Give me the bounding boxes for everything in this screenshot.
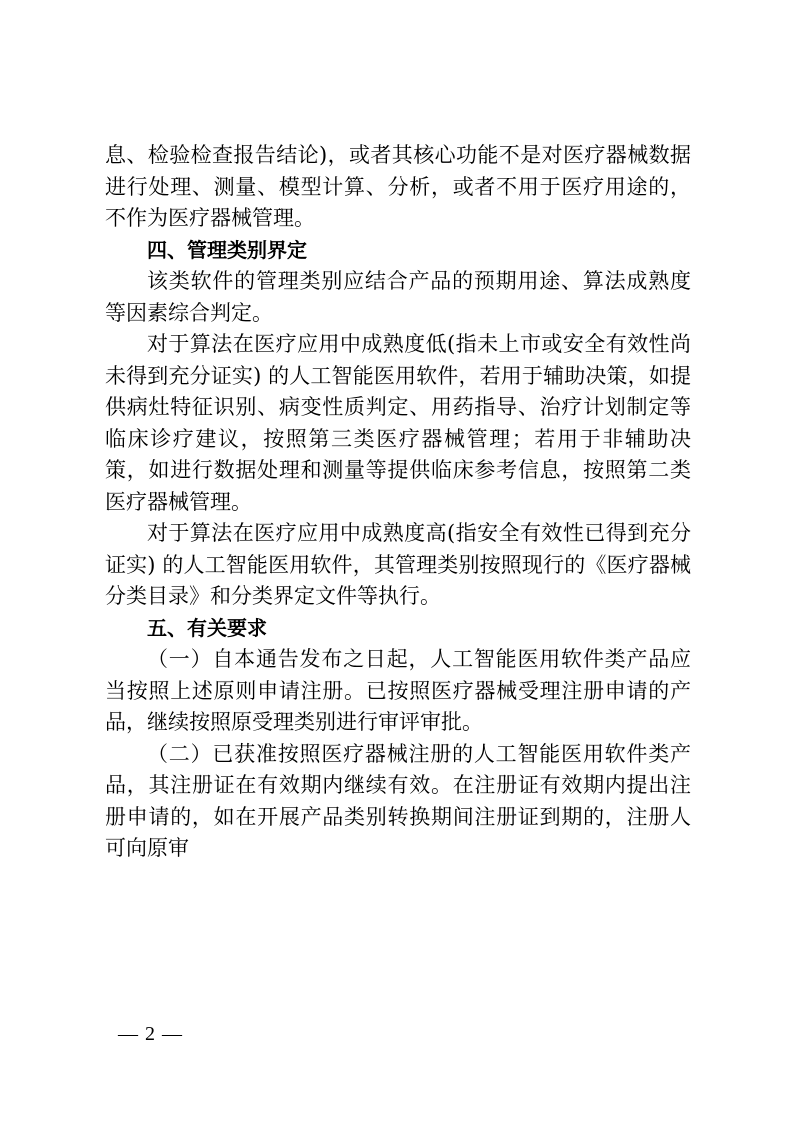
paragraph-high-maturity: 对于算法在医疗应用中成熟度高(指安全有效性已得到充分证实) 的人工智能医用软件，其管理类别按照现行的《医疗器械分类目录》和分类界定文件等执行。 [105,521,691,608]
paragraph-category-intro: 该类软件的管理类别应结合产品的预期用途、算法成熟度等因素综合判定。 [105,269,691,325]
section-heading-4: 四、管理类别界定 [147,237,307,262]
paragraph-continued: 息、检验检查报告结论)，或者其核心功能不是对医疗器械数据进行处理、测量、模型计算、分析，或者不用于医疗用途的，不作为医疗器械管理。 [105,143,691,230]
page-number: — 2 — [118,1023,183,1045]
document-body [105,140,691,865]
paragraph-low-maturity: 对于算法在医疗应用中成熟度低(指未上市或安全有效性尚未得到充分证实) 的人工智能医用软件，若用于辅助决策，如提供病灶特征识别、病变性质判定、用药指导、治疗计划制定等临床诊疗建议，按照第三类医疗器械管理；若用于非辅助决策，如进行数据处理和测量等提供临床参考信息，按照第二类医疗器械管理。 [105,332,691,514]
paragraph-requirement-1: （一）自本通告发布之日起，人工智能医用软件类产品应当按照上述原则申请注册。已按照医疗器械受理注册申请的产品，继续按照原受理类别进行审评审批。 [105,647,691,734]
paragraph-requirement-2: （二）已获准按照医疗器械注册的人工智能医用软件类产品，其注册证在有效期内继续有效。在注册证有效期内提出注册申请的，如在开展产品类别转换期间注册证到期的，注册人可向原审 [105,741,691,860]
section-heading-5: 五、有关要求 [147,615,267,640]
